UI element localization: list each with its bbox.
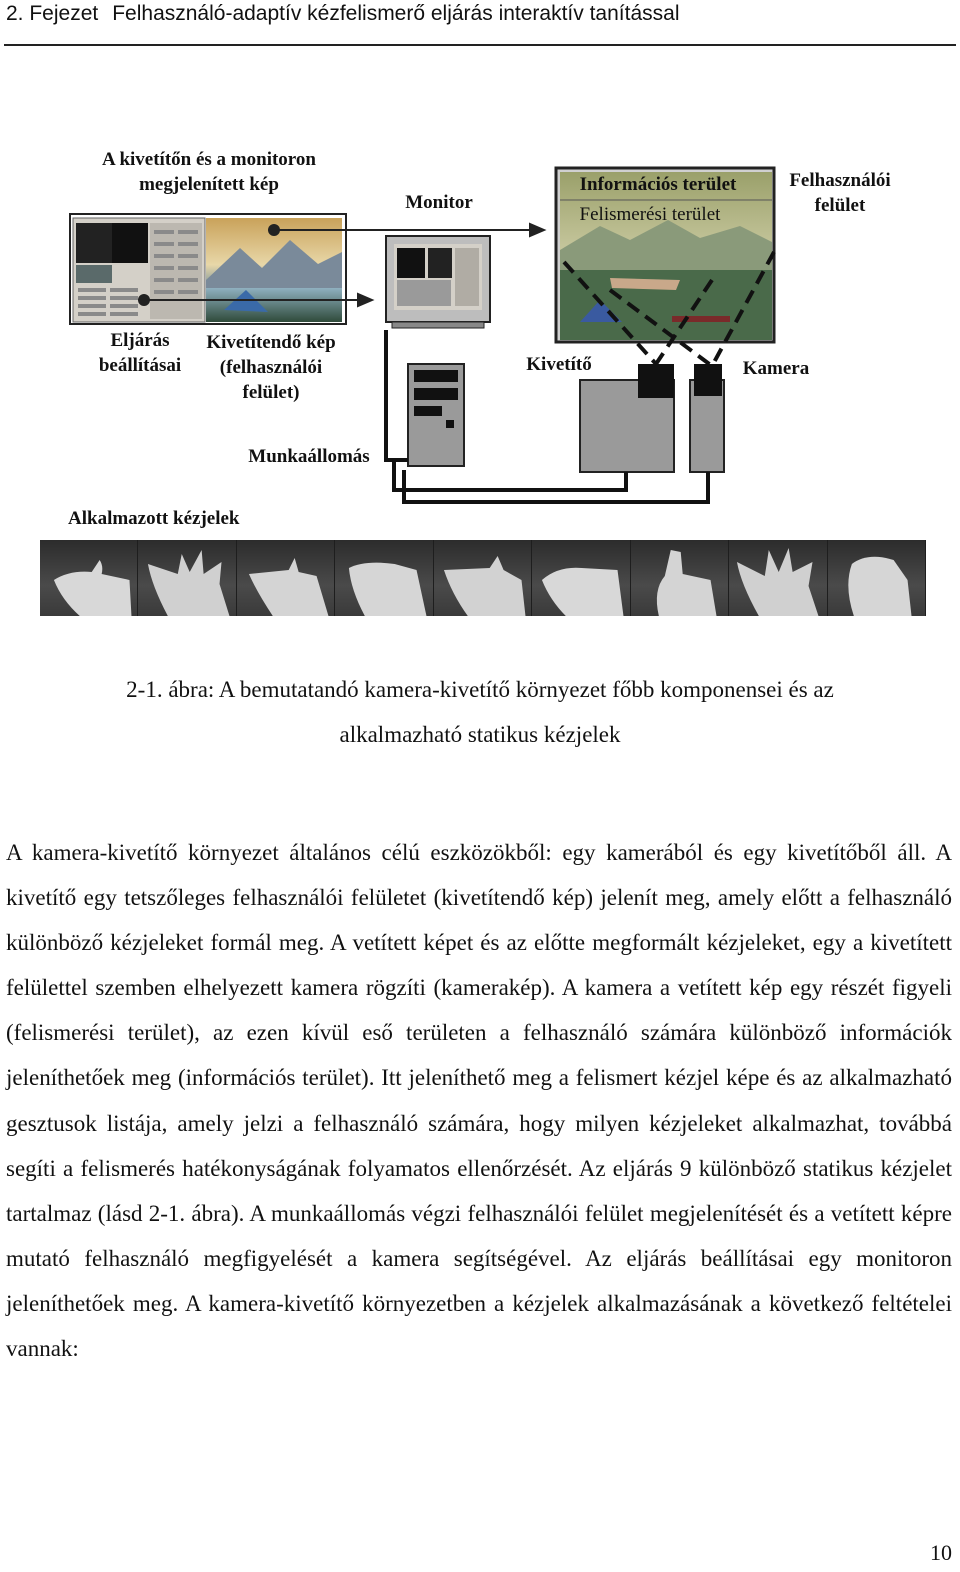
label-user-interface: Felhasználói felület bbox=[789, 170, 891, 216]
gesture-strip bbox=[40, 540, 926, 616]
chapter-title: Felhasználó-adaptív kézfelismerő eljárás interaktív tanítással bbox=[112, 2, 680, 25]
label-projector: Kivetítő bbox=[526, 354, 592, 375]
label-camera: Kamera bbox=[742, 358, 810, 379]
workstation-tower-graphic bbox=[408, 364, 464, 466]
gesture-image bbox=[335, 540, 433, 616]
monitor-graphic bbox=[386, 236, 490, 328]
label-gestures: Alkalmazott kézjelek bbox=[68, 508, 240, 529]
chapter-label: 2. Fejezet bbox=[6, 2, 99, 25]
body-paragraph: A kamera-kivetítő környezet általános célú eszközökből: egy kamerából és egy kivetítőből áll. A kivetítő egy tetszőleges felhasználói felületet (kivetítendő kép) jelenít meg, amely előtt a felhasználó különböző kézjeleket formál meg. A vetített képet és az előtte megformált kézjeleket, egy a kivetített felülettel szemben elhelyezett kamera rögzíti (kamerakép). A kamera a vetített kép egy részét figyeli (felismerési terület), az ezen kívül eső területen a felhasználó számára különböző információk jeleníthetőek meg (információs terület). Itt jeleníthető meg a felismert kézjel képe és az alkalmazható gesztusok listája, amely jelzi a felhasználó számára, hogy milyen kézjeleket alkalmazhat, továbbá segíti a felismerés hatékonyságának folyamatos ellenőrzését. Az eljárás 9 különböző statikus kézjelet tartalmaz (lásd 2-1. ábra). A munkaállomás végzi felhasználói felület megjelenítését és a vetített képre mutató felhasználó megfigyelését a kamera segítségével. Az eljárás beállításai egy monitoron jeleníthetőek meg. A kamera-kivetítő környezetben a kézjelek alkalmazásának a következő feltételei vannak: bbox=[6, 840, 952, 1362]
gesture-image bbox=[434, 540, 532, 616]
label-projected-image: Kivetítendő kép (felhasználói felület) bbox=[206, 332, 336, 403]
label-displayed-image: A kivetítőn és a monitoron megjelenített kép bbox=[102, 149, 316, 195]
figure-caption-line-2: alkalmazható statikus kézjelek bbox=[339, 722, 621, 747]
gesture-image bbox=[729, 540, 827, 616]
gesture-image bbox=[631, 540, 729, 616]
gesture-image bbox=[828, 540, 926, 616]
gesture-image bbox=[532, 540, 630, 616]
gesture-image bbox=[138, 540, 236, 616]
label-recognition-area: Felismerési terület bbox=[579, 204, 721, 225]
gesture-image bbox=[40, 540, 138, 616]
page-number: 10 bbox=[930, 1540, 952, 1565]
label-settings: Eljárás beállításai bbox=[98, 330, 182, 376]
camera-graphic bbox=[690, 364, 724, 472]
label-info-area: Információs terület bbox=[579, 174, 737, 195]
header-rule bbox=[4, 44, 956, 46]
gesture-image bbox=[237, 540, 335, 616]
figure-caption-line-1: 2-1. ábra: A bemutatandó kamera-kivetítő környezet főbb komponensei és az bbox=[126, 677, 834, 702]
label-monitor: Monitor bbox=[405, 192, 473, 213]
running-head bbox=[6, 2, 680, 26]
label-workstation: Munkaállomás bbox=[248, 446, 370, 467]
projector-graphic bbox=[580, 364, 674, 472]
